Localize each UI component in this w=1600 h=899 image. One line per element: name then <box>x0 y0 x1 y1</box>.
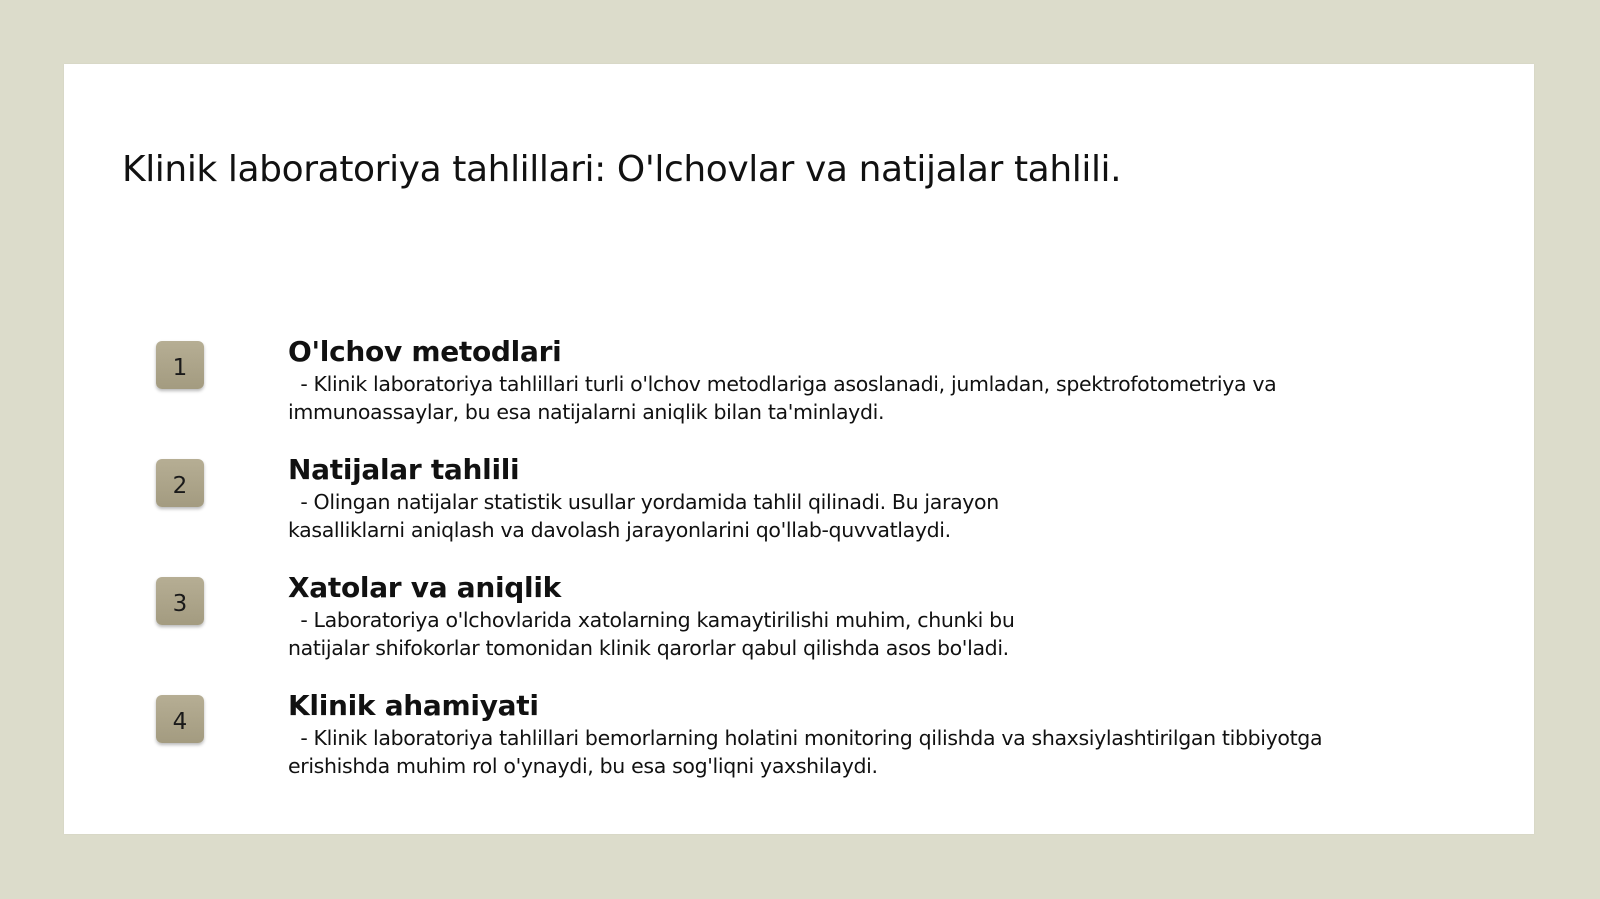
item-heading: O'lchov metodlari <box>288 335 562 368</box>
item-description <box>288 370 1276 426</box>
item-description <box>288 488 999 544</box>
list-item-3 <box>64 571 1534 685</box>
list-item-2 <box>64 453 1534 567</box>
item-description-line2: natijalar shifokorlar tomonidan klinik qarorlar qabul qilishda asos bo'ladi. <box>288 636 1009 660</box>
item-description-line1: - Klinik laboratoriya tahlillari turli o'lchov metodlariga asoslanadi, jumladan, spektrofotometriya va <box>288 372 1277 396</box>
item-description-line2: immunoassaylar, bu esa natijalarni aniqlik bilan ta'minlaydi. <box>288 400 885 424</box>
item-heading: Natijalar tahlili <box>288 453 520 486</box>
number-badge: 3 <box>156 577 204 625</box>
list-item-4 <box>64 689 1534 803</box>
item-description-line1: - Klinik laboratoriya tahlillari bemorlarning holatini monitoring qilishda va shaxsiylashtirilgan tibbiyotga <box>288 726 1323 750</box>
number-badge: 2 <box>156 459 204 507</box>
item-description <box>288 724 1322 780</box>
item-description-line1: - Olingan natijalar statistik usullar yordamida tahlil qilinadi. Bu jarayon <box>288 490 999 514</box>
item-heading: Xatolar va aniqlik <box>288 571 561 604</box>
list-item-1 <box>64 335 1534 449</box>
slide-title: Klinik laboratoriya tahlillari: O'lchovlar va natijalar tahlili. <box>122 149 1122 190</box>
item-description-line1: - Laboratoriya o'lchovlarida xatolarning kamaytirilishi muhim, chunki bu <box>288 608 1015 632</box>
item-heading: Klinik ahamiyati <box>288 689 539 722</box>
item-description <box>288 606 1014 662</box>
number-badge: 4 <box>156 695 204 743</box>
slide <box>64 64 1534 834</box>
item-description-line2: erishishda muhim rol o'ynaydi, bu esa sog'liqni yaxshilaydi. <box>288 754 878 778</box>
number-badge: 1 <box>156 341 204 389</box>
item-description-line2: kasalliklarni aniqlash va davolash jarayonlarini qo'llab-quvvatlaydi. <box>288 518 951 542</box>
